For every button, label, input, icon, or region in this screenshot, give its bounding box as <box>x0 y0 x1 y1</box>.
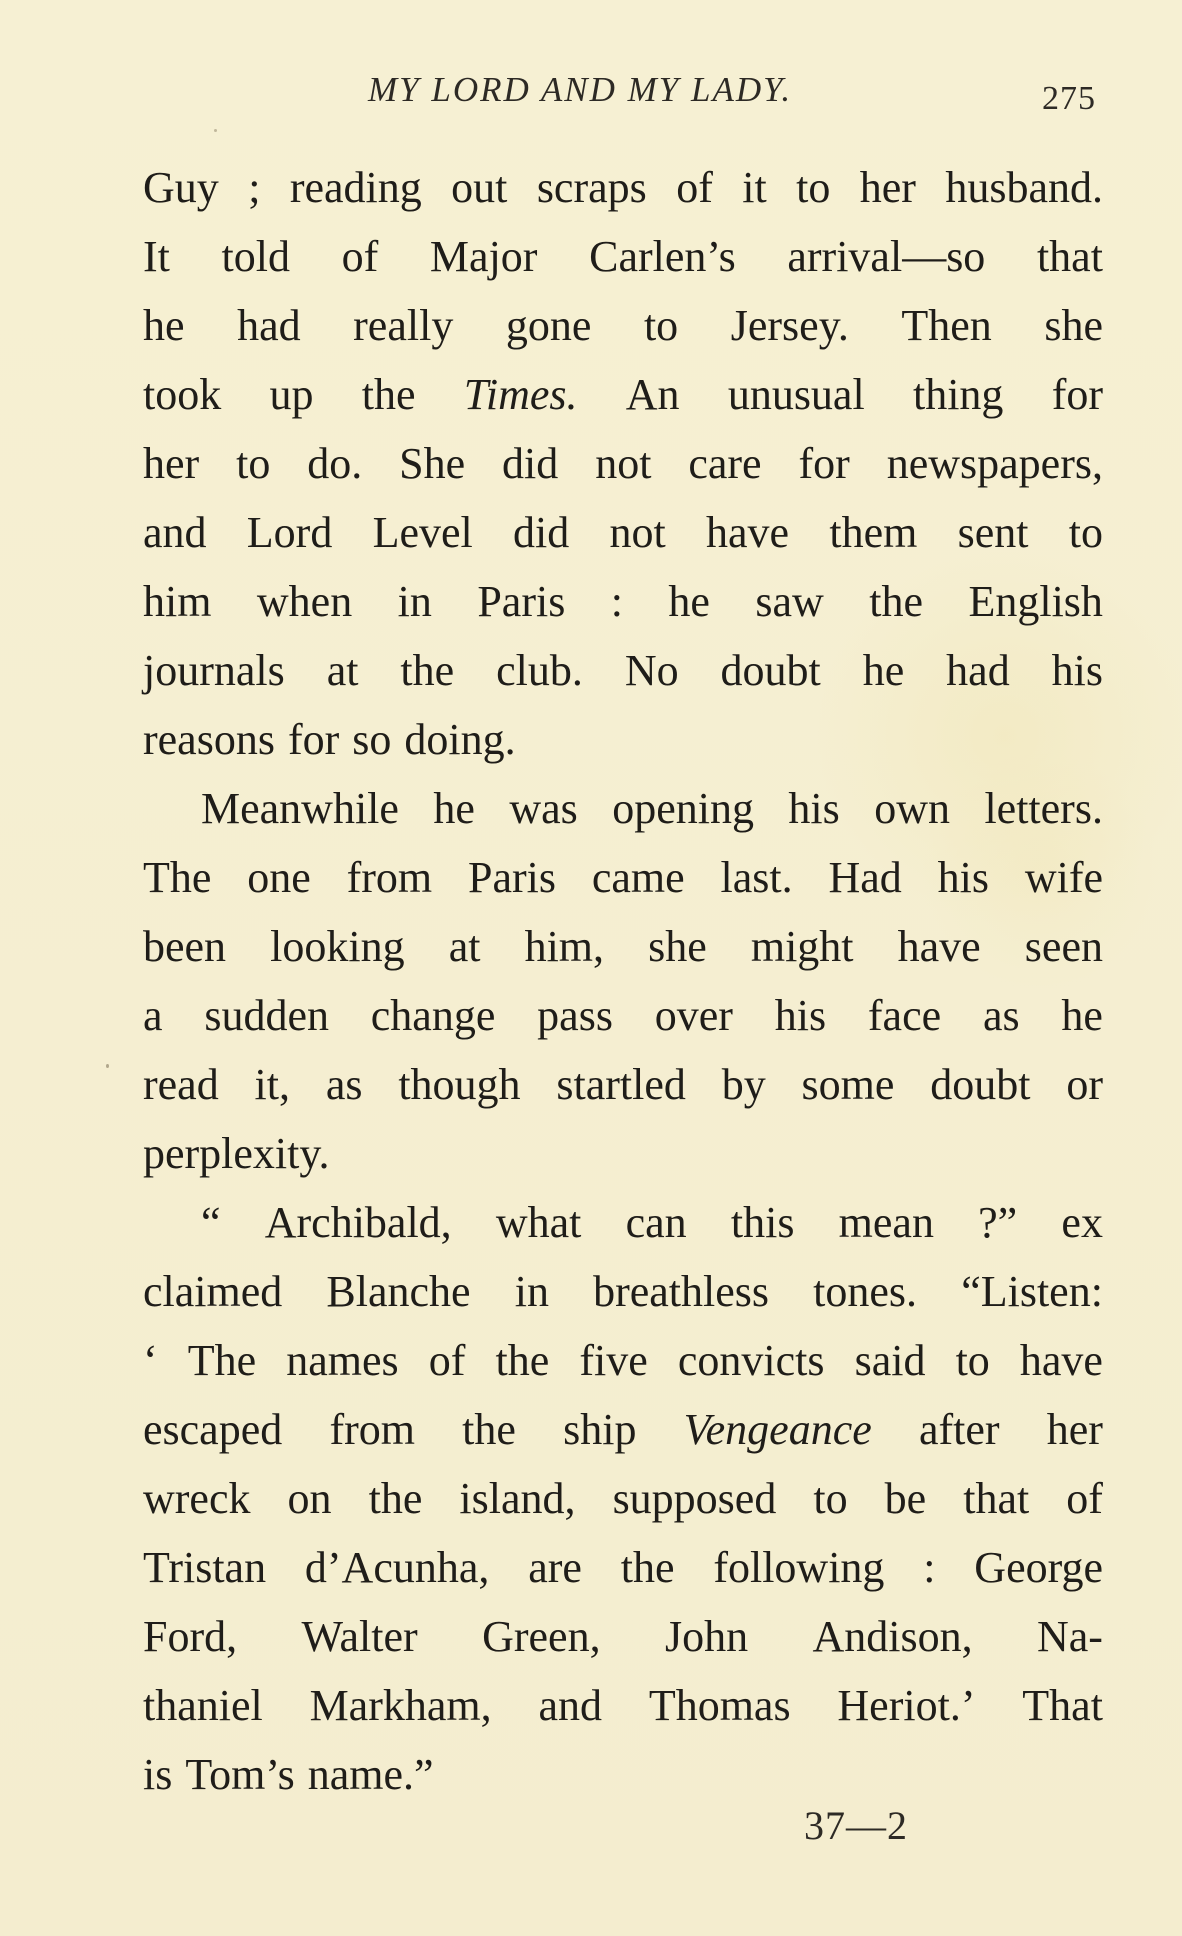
word: following <box>713 1543 885 1592</box>
word: mean <box>838 1198 934 1247</box>
word: the <box>361 370 416 419</box>
word: of <box>341 232 379 281</box>
word: did <box>513 508 570 557</box>
word: her <box>859 163 916 212</box>
word: English <box>968 577 1103 626</box>
word: this <box>730 1198 795 1247</box>
word: told <box>221 232 290 281</box>
word: her <box>1046 1405 1103 1454</box>
word: or <box>1066 1060 1103 1109</box>
word: Paris <box>468 853 556 902</box>
word: on <box>287 1474 332 1523</box>
word: island, <box>459 1474 576 1523</box>
word: thing <box>912 370 1004 419</box>
text-line <box>143 1395 1103 1464</box>
word: John <box>664 1612 749 1661</box>
word: to <box>236 439 271 488</box>
word: ex <box>1061 1198 1103 1247</box>
word: can <box>625 1198 687 1247</box>
word: what <box>495 1198 582 1247</box>
word: his <box>1051 646 1103 695</box>
word: ; <box>248 163 261 212</box>
word: as <box>325 1060 363 1109</box>
word: so <box>352 715 392 764</box>
word: been <box>143 922 227 971</box>
word: She <box>399 439 466 488</box>
text-line <box>143 981 1103 1050</box>
paper-speck <box>214 129 217 132</box>
word: claimed <box>143 1267 283 1316</box>
page-number: 275 <box>1042 80 1096 117</box>
word: Jersey. <box>730 301 849 350</box>
word: from <box>346 853 433 902</box>
word: and <box>538 1681 602 1730</box>
word: arrival—so <box>787 232 986 281</box>
word: to <box>643 301 679 350</box>
word: doing. <box>404 715 516 764</box>
word: name.” <box>307 1750 434 1799</box>
text-line <box>143 705 1103 774</box>
word: doubt <box>930 1060 1031 1109</box>
word: breathless <box>593 1267 770 1316</box>
word: at <box>448 922 481 971</box>
body-text <box>143 153 1103 1809</box>
word: unusual <box>727 370 865 419</box>
word: do. <box>307 439 363 488</box>
word: have <box>1019 1336 1103 1385</box>
word: him <box>143 577 212 626</box>
word: Andison, <box>812 1612 973 1661</box>
word: for <box>287 715 340 764</box>
word: it, <box>254 1060 290 1109</box>
text-line <box>143 1671 1103 1740</box>
word: have <box>706 508 790 557</box>
word: the <box>462 1405 516 1454</box>
word: That <box>1022 1681 1103 1730</box>
italic-word: Vengeance <box>683 1405 872 1454</box>
word: came <box>591 853 685 902</box>
word: thaniel <box>143 1681 263 1730</box>
word: it <box>742 163 767 212</box>
word: are <box>528 1543 582 1592</box>
word: said <box>854 1336 926 1385</box>
word: change <box>370 991 496 1040</box>
word: Carlen’s <box>589 232 736 281</box>
word: husband. <box>945 163 1103 212</box>
word: of <box>676 163 713 212</box>
text-line <box>143 360 1103 429</box>
word: at <box>326 646 359 695</box>
word: is <box>143 1750 173 1799</box>
text-line <box>143 1326 1103 1395</box>
word: Tristan <box>143 1543 267 1592</box>
word: to <box>955 1336 990 1385</box>
text-line <box>143 774 1103 843</box>
word: took <box>143 370 222 419</box>
word: Had <box>828 853 902 902</box>
word: as <box>982 991 1020 1040</box>
word: An <box>625 370 680 419</box>
word: Thomas <box>648 1681 791 1730</box>
word: Paris <box>477 577 566 626</box>
word: Heriot.’ <box>837 1681 976 1730</box>
word: newspapers, <box>886 439 1103 488</box>
word: have <box>897 922 981 971</box>
word: after <box>918 1405 1000 1454</box>
word: read <box>143 1060 219 1109</box>
word: Guy <box>143 163 219 212</box>
word: his <box>774 991 827 1040</box>
word: reasons <box>143 715 275 764</box>
word: he <box>1061 991 1103 1040</box>
word: the <box>869 577 924 626</box>
word: the <box>495 1336 550 1385</box>
word: journals <box>143 646 285 695</box>
text-line <box>143 636 1103 705</box>
word: of <box>1066 1474 1103 1523</box>
running-head: MY LORD AND MY LADY. <box>368 70 793 109</box>
word: really <box>353 301 454 350</box>
word: from <box>329 1405 415 1454</box>
word: letters. <box>984 784 1103 833</box>
word: : <box>610 577 623 626</box>
word: “ <box>201 1198 221 1247</box>
text-line <box>143 1050 1103 1119</box>
word: he <box>143 301 185 350</box>
word: George <box>974 1543 1103 1592</box>
word: Walter <box>301 1612 418 1661</box>
word: escaped <box>143 1405 283 1454</box>
word: for <box>798 439 850 488</box>
word: five <box>579 1336 648 1385</box>
word: did <box>502 439 559 488</box>
word: names <box>286 1336 399 1385</box>
text-line <box>143 1740 1103 1809</box>
word: doubt <box>720 646 821 695</box>
word: of <box>428 1336 466 1385</box>
paper-speck <box>106 1064 109 1068</box>
text-line <box>143 429 1103 498</box>
word: Major <box>429 232 538 281</box>
word: she <box>1044 301 1103 350</box>
signature-mark: 37—2 <box>804 1803 908 1848</box>
word: seen <box>1024 922 1103 971</box>
word: some <box>801 1060 895 1109</box>
word: to <box>1068 508 1103 557</box>
text-line <box>143 1119 1103 1188</box>
word: looking <box>270 922 405 971</box>
word: convicts <box>677 1336 825 1385</box>
word: care <box>688 439 762 488</box>
word: The <box>143 853 212 902</box>
word: scraps <box>536 163 647 212</box>
word: though <box>398 1060 521 1109</box>
word: when <box>256 577 353 626</box>
word: in <box>397 577 432 626</box>
word: the <box>620 1543 675 1592</box>
word: Lord <box>246 508 333 557</box>
word: and <box>143 508 207 557</box>
text-line <box>143 912 1103 981</box>
word: perplexity. <box>143 1129 330 1178</box>
word: pass <box>537 991 613 1040</box>
word: one <box>247 853 311 902</box>
word: was <box>509 784 578 833</box>
word: he <box>433 784 475 833</box>
word: by <box>721 1060 766 1109</box>
word: sent <box>957 508 1029 557</box>
word: last. <box>720 853 793 902</box>
word: No <box>624 646 679 695</box>
text-line <box>143 1464 1103 1533</box>
word: sudden <box>204 991 329 1040</box>
word: Na- <box>1037 1612 1103 1661</box>
text-line <box>143 1188 1103 1257</box>
text-line <box>143 222 1103 291</box>
word: the <box>400 646 455 695</box>
text-line <box>143 153 1103 222</box>
word: his <box>937 853 989 902</box>
word: Blanche <box>326 1267 471 1316</box>
word: she <box>648 922 707 971</box>
text-line <box>143 291 1103 360</box>
word: Ford, <box>143 1612 238 1661</box>
word: opening <box>612 784 754 833</box>
word: he <box>668 577 710 626</box>
italic-word: Times. <box>463 370 578 419</box>
word: had <box>237 301 301 350</box>
word: Then <box>901 301 992 350</box>
word: Level <box>372 508 473 557</box>
word: saw <box>755 577 824 626</box>
word: a <box>143 991 163 1040</box>
word: gone <box>505 301 592 350</box>
word: him, <box>524 922 605 971</box>
word: face <box>867 991 942 1040</box>
word: wife <box>1024 853 1103 902</box>
text-line <box>143 567 1103 636</box>
word: : <box>923 1543 936 1592</box>
text-line <box>143 1533 1103 1602</box>
text-line <box>143 498 1103 567</box>
text-line <box>143 1602 1103 1671</box>
word: in <box>514 1267 549 1316</box>
word: ship <box>563 1405 637 1454</box>
word: ?” <box>978 1198 1018 1247</box>
word: them <box>829 508 918 557</box>
word: club. <box>496 646 583 695</box>
word: up <box>269 370 314 419</box>
word: Archibald, <box>264 1198 452 1247</box>
word: to <box>813 1474 848 1523</box>
word: The <box>187 1336 257 1385</box>
word: wreck <box>143 1474 251 1523</box>
word: reading <box>289 163 422 212</box>
word: Tom’s <box>185 1750 295 1799</box>
word: over <box>654 991 733 1040</box>
word: the <box>368 1474 423 1523</box>
word: not <box>609 508 666 557</box>
word: be <box>884 1474 927 1523</box>
word: to <box>796 163 831 212</box>
word: might <box>750 922 854 971</box>
word: her <box>143 439 200 488</box>
word: that <box>1036 232 1103 281</box>
word: ‘ <box>143 1336 158 1385</box>
word: d’Acunha, <box>304 1543 490 1592</box>
word: had <box>946 646 1010 695</box>
word: own <box>874 784 950 833</box>
word: supposed <box>612 1474 777 1523</box>
word: he <box>862 646 905 695</box>
word: out <box>451 163 508 212</box>
word: not <box>595 439 652 488</box>
text-line <box>143 1257 1103 1326</box>
word: It <box>143 232 170 281</box>
word: “Listen: <box>961 1267 1103 1316</box>
word: startled <box>556 1060 686 1109</box>
word: his <box>788 784 840 833</box>
word: for <box>1051 370 1103 419</box>
word: Markham, <box>309 1681 492 1730</box>
text-line <box>143 843 1103 912</box>
word: tones. <box>813 1267 918 1316</box>
word: that <box>963 1474 1030 1523</box>
word: Meanwhile <box>201 784 399 833</box>
word: Green, <box>482 1612 601 1661</box>
